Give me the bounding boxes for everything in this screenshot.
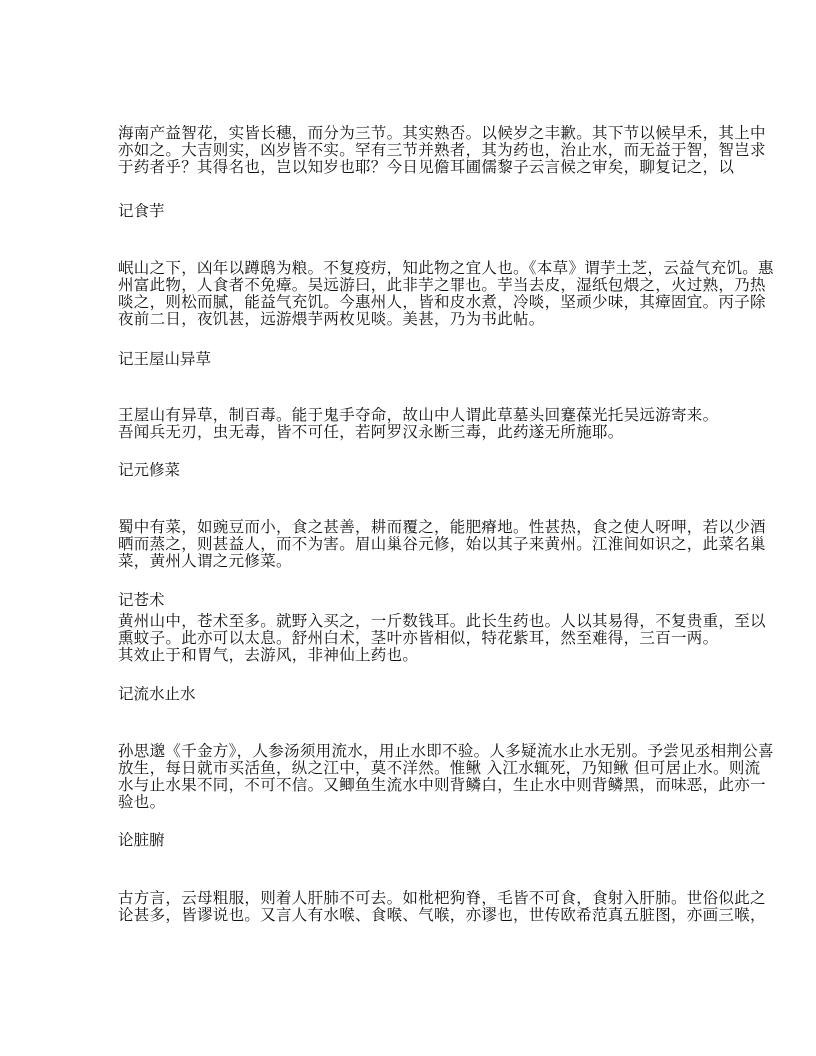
section-heading: 记王屋山异草 — [118, 350, 212, 368]
section-heading: 记流水止水 — [118, 685, 196, 703]
text-line: 熏蚊子。此亦可以太息。舒州白术，茎叶亦皆相似，特花紫耳，然至难得，三百一两。 — [118, 629, 719, 647]
text-line: 孙思邈《千金方》，人参汤须用流水，用止水即不验。人多疑流水止水无别。予尝见丞相荆公喜 — [118, 742, 774, 760]
paragraph — [118, 612, 766, 664]
section-heading: 记苍术 — [118, 591, 165, 609]
paragraph — [118, 259, 774, 328]
paragraph — [118, 518, 766, 570]
text-line: 验也。 — [118, 793, 166, 811]
text-line: 亦如之。大吉则实，凶岁皆不实。罕有三节并熟者，其为药也，治止水，而无益于智，智岂求 — [118, 141, 766, 159]
paragraph-yizhi — [118, 124, 766, 176]
text-line: 岷山之下，凶年以蹲鸱为粮。不复疫疠，知此物之宜人也。《本草》谓芋土芝，云益气充饥。惠 — [118, 259, 774, 277]
text-line: 吾闻兵无刃，虫无毒，皆不可任，若阿罗汉永断三毒，此药遂无所施耶。 — [118, 423, 624, 441]
text-line: 于药者乎？其得名也，岂以知岁也耶？今日见儋耳圃儒黎子云言候之审矣，聊复记之，以 — [118, 158, 735, 176]
text-line: 王屋山有异草，制百毒。能于鬼手夺命，故山中人谓此草墓头回蹇葆光托吴远游寄来。 — [118, 406, 719, 424]
text-line: 海南产益智花，实皆长穗，而分为三节。其实熟否。以候岁之丰歉。其下节以候早禾，其上中 — [118, 124, 766, 142]
text-line: 夜前二日，夜饥甚，远游煨芋两枚见啖。美甚，乃为书此帖。 — [118, 310, 545, 328]
text-line: 蜀中有菜，如豌豆而小，食之甚善，耕而覆之，能肥瘠地。性甚热，食之使人呀呷，若以少酒 — [118, 518, 766, 536]
paragraph — [118, 407, 718, 441]
text-line: 啖之，则松而腻，能益气充饥。今惠州人，皆和皮水煮，冷啖，坚顽少味，其瘴固宜。丙子除 — [118, 293, 766, 311]
text-line: 水与止水果不同，不可不信。又鲫鱼生流水中则背鳞白，生止水中则背鳞黑，而味恶，此亦一 — [118, 776, 766, 794]
text-line: 晒而蒸之，则甚益人，而不为害。眉山巢谷元修，始以其子来黄州。江淮间如识之，此菜名巢 — [118, 535, 766, 553]
text-line: 菜，黄州人谓之元修菜。 — [118, 552, 292, 570]
paragraph — [118, 742, 774, 811]
section-heading: 记元修菜 — [118, 461, 181, 479]
text-line: 州富此物，人食者不免瘴。吴远游曰，此非芋之罪也。芋当去皮，湿纸包煨之，火过熟，乃热 — [118, 276, 766, 294]
text-line: 论甚多，皆谬说也。又言人有水喉、食喉、气喉，亦谬也，世传欧希范真五脏图，亦画三喉， — [118, 906, 766, 924]
text-line: 其效止于和胃气，去游风，非神仙上药也。 — [118, 646, 419, 664]
text-line: 黄州山中，苍术至多。就野入买之，一斤数钱耳。此长生药也。人以其易得，不复贵重，至以 — [118, 612, 766, 630]
section-heading: 记食芋 — [118, 202, 165, 220]
text-line: 放生，每日就市买活鱼，纵之江中，莫不洋然。惟鳅 入江水辄死，乃知鳅 但可居止水。则流 — [118, 759, 761, 777]
paragraph — [118, 889, 766, 924]
section-heading: 论脏腑 — [118, 831, 165, 849]
text-line: 古方言，云母粗服，则着人肝肺不可去。如枇杷狗脊，毛皆不可食，食射入肝肺。世俗似此之 — [118, 889, 766, 907]
